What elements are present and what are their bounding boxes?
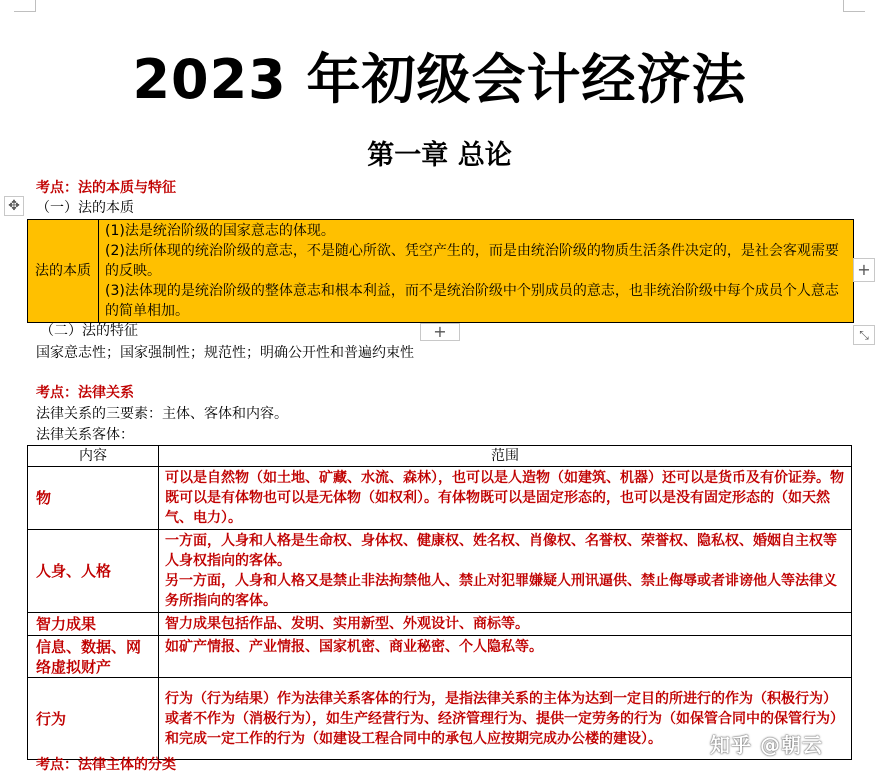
header-scope: 范围 <box>159 446 852 467</box>
row-desc: 可以是自然物（如土地、矿藏、水流、森林），也可以是人造物（如建筑、机器）还可以是货币及有价证券。物既可以是有体物也可以是无体物（如权利）。有体物既可以是固定形态的，也可以是没有固定形态的（如天然气、电力）。 <box>159 467 852 530</box>
table-header-row <box>28 446 852 467</box>
law-features-text: 国家意志性；国家强制性；规范性；明确公开性和普遍约束性 <box>36 345 414 361</box>
row-desc-part-1: 一方面，人身和人格是生命权、身体权、健康权、姓名权、肖像权、名誉权、荣誉权、隐私权、婚姻自主权等人身权指向的客体。 <box>165 533 837 569</box>
add-row-icon[interactable]: + <box>420 323 460 341</box>
row-desc <box>159 530 852 613</box>
row-name: 智力成果 <box>28 613 159 636</box>
table-row <box>28 636 852 678</box>
crop-mark-top-left <box>14 0 36 12</box>
table-move-handle-icon[interactable]: ✥ <box>4 196 24 216</box>
row-name: 人身、人格 <box>28 530 159 613</box>
add-column-icon[interactable]: + <box>853 258 875 282</box>
row-desc-part-2: 另一方面，人身和人格又是禁止非法拘禁他人、禁止对犯罪嫌疑人刑讯逼供、禁止侮辱或者诽谤他人等法律义务所指向的客体。 <box>165 573 837 609</box>
object-intro-text: 法律关系客体： <box>36 427 134 443</box>
row-desc: 如矿产情报、产业情报、国家机密、商业秘密、个人隐私等。 <box>159 636 852 678</box>
law-essence-label: 法的本质 <box>28 220 99 323</box>
legal-object-table <box>27 445 852 760</box>
table-row <box>28 613 852 636</box>
law-essence-content <box>99 220 854 323</box>
law-essence-line-1: (1)法是统治阶级的国家意志的体现。 <box>105 223 335 239</box>
law-essence-line-2: (2)法所体现的统治阶级的意志，不是随心所欲、凭空产生的，而是由统治阶级的物质生活条件决定的，是社会客观需要的反映。 <box>105 243 839 279</box>
table-row <box>28 467 852 530</box>
table-resize-icon[interactable]: ⤡ <box>853 325 875 345</box>
subheading-features: （二）法的特征 <box>40 323 138 339</box>
kaodian-heading-1: 考点：法的本质与特征 <box>36 180 176 196</box>
law-essence-line-3: (3)法体现的是统治阶级的整体意志和根本利益，而不是统治阶级中个别成员的意志，也非统治阶级中每个成员个人意志的简单相加。 <box>105 283 839 319</box>
crop-mark-top-right <box>843 0 865 12</box>
row-desc: 智力成果包括作品、发明、实用新型、外观设计、商标等。 <box>159 613 852 636</box>
table-row <box>28 530 852 613</box>
kaodian-heading-3: 考点：法律主体的分类 <box>36 757 176 773</box>
zhihu-watermark: 知乎 @朝云 <box>710 733 823 757</box>
document-title: 2023 年初级会计经济法 <box>132 48 747 111</box>
chapter-title: 第一章 总论 <box>367 140 512 171</box>
header-content: 内容 <box>28 446 159 467</box>
kaodian-heading-2: 考点：法律关系 <box>36 385 134 401</box>
row-name: 物 <box>28 467 159 530</box>
row-name: 信息、数据、网络虚拟财产 <box>28 636 159 678</box>
row-name: 行为 <box>28 678 159 760</box>
subheading-essence: （一）法的本质 <box>36 200 134 216</box>
law-essence-table <box>27 219 854 323</box>
row-desc: 行为（行为结果）作为法律关系客体的行为，是指法律关系的主体为达到一定目的所进行的作为（积极行为）或者不作为（消极行为），如生产经营行为、经济管理行为、提供一定劳务的行为（如保管合同中的保管行为）和完成一定工作的行为（如建设工程合同中的承包人应按期完成办公楼的建设）。 <box>159 678 852 760</box>
three-elements-text: 法律关系的三要素：主体、客体和内容。 <box>36 406 288 422</box>
